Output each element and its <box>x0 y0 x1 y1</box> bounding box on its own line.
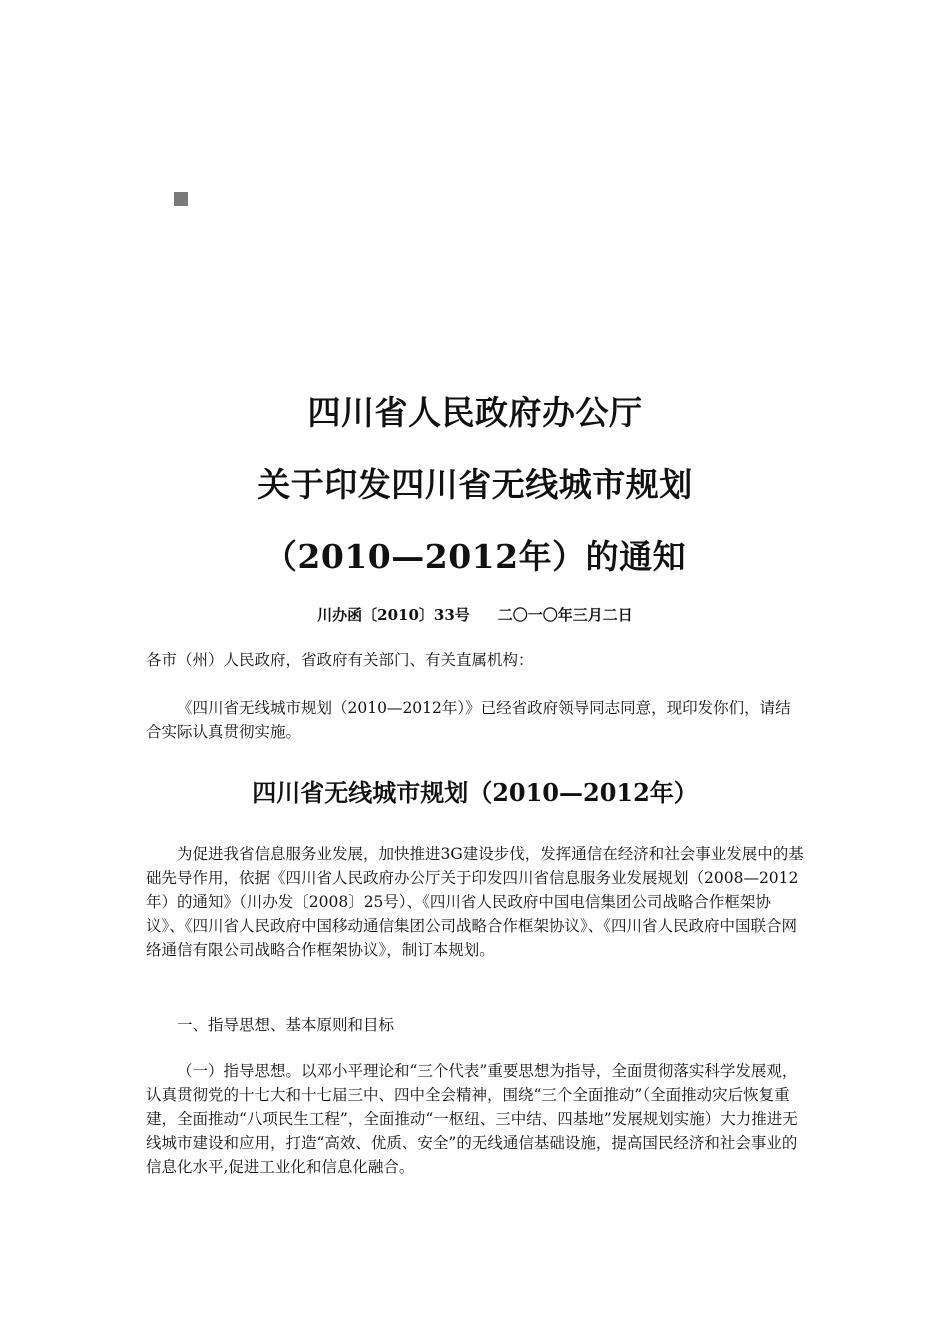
bullet-square-icon <box>174 192 188 206</box>
section-heading: 一、指导思想、基本原则和目标 <box>177 1016 395 1034</box>
paragraph-guiding-ideology: （一）指导思想。以邓小平理论和“三个代表”重要思想为指导，全面贯彻落实科学发展观，认真贯彻党的十七大和十七届三中、四中全会精神，围绕“三个全面推动”（全面推动灾后恢复重建，全面推动“八项民生工程”，全面推动“一枢纽、三中结、四基地”发展规划实施）大力推进无线城市建设和应用，打造“高效、优质、安全”的无线通信基础设施，提高国民经济和社会事业的信息化水平,促进工业化和信息化融合。 <box>146 1062 798 1176</box>
paragraph-preamble: 为促进我省信息服务业发展，加快推进3G建设步伐，发挥通信在经济和社会事业发展中的基础先导作用，依据《四川省人民政府办公厅关于印发四川省信息服务业发展规划（2008—2012年）的通知》（川办发〔2008〕25号）、《四川省人民政府中国电信集团公司战略合作框架协议》、《四川省人民政府中国移动通信集团公司战略合作框架协议》、《四川省人民政府中国联合网络通信有限公司战略合作框架协议》，制订本规划。 <box>146 845 804 959</box>
intro-paragraph: 《四川省无线城市规划（2010—2012年）》已经省政府领导同志同意，现印发你们，请结合实际认真贯彻实施。 <box>146 699 791 741</box>
document-number: 川办函〔2010〕33号 <box>317 606 470 624</box>
addressee: 各市（州）人民政府，省政府有关部门、有关直属机构： <box>146 651 534 669</box>
plan-title: 四川省无线城市规划（2010—2012年） <box>252 778 698 807</box>
title-line-2: 关于印发四川省无线城市规划 <box>257 465 693 504</box>
document-date: 二〇一〇年三月二日 <box>497 606 633 624</box>
title-line-3: （2010—2012年）的通知 <box>263 537 687 576</box>
title-line-1: 四川省人民政府办公厅 <box>307 393 643 432</box>
document-number-line <box>0 603 950 627</box>
